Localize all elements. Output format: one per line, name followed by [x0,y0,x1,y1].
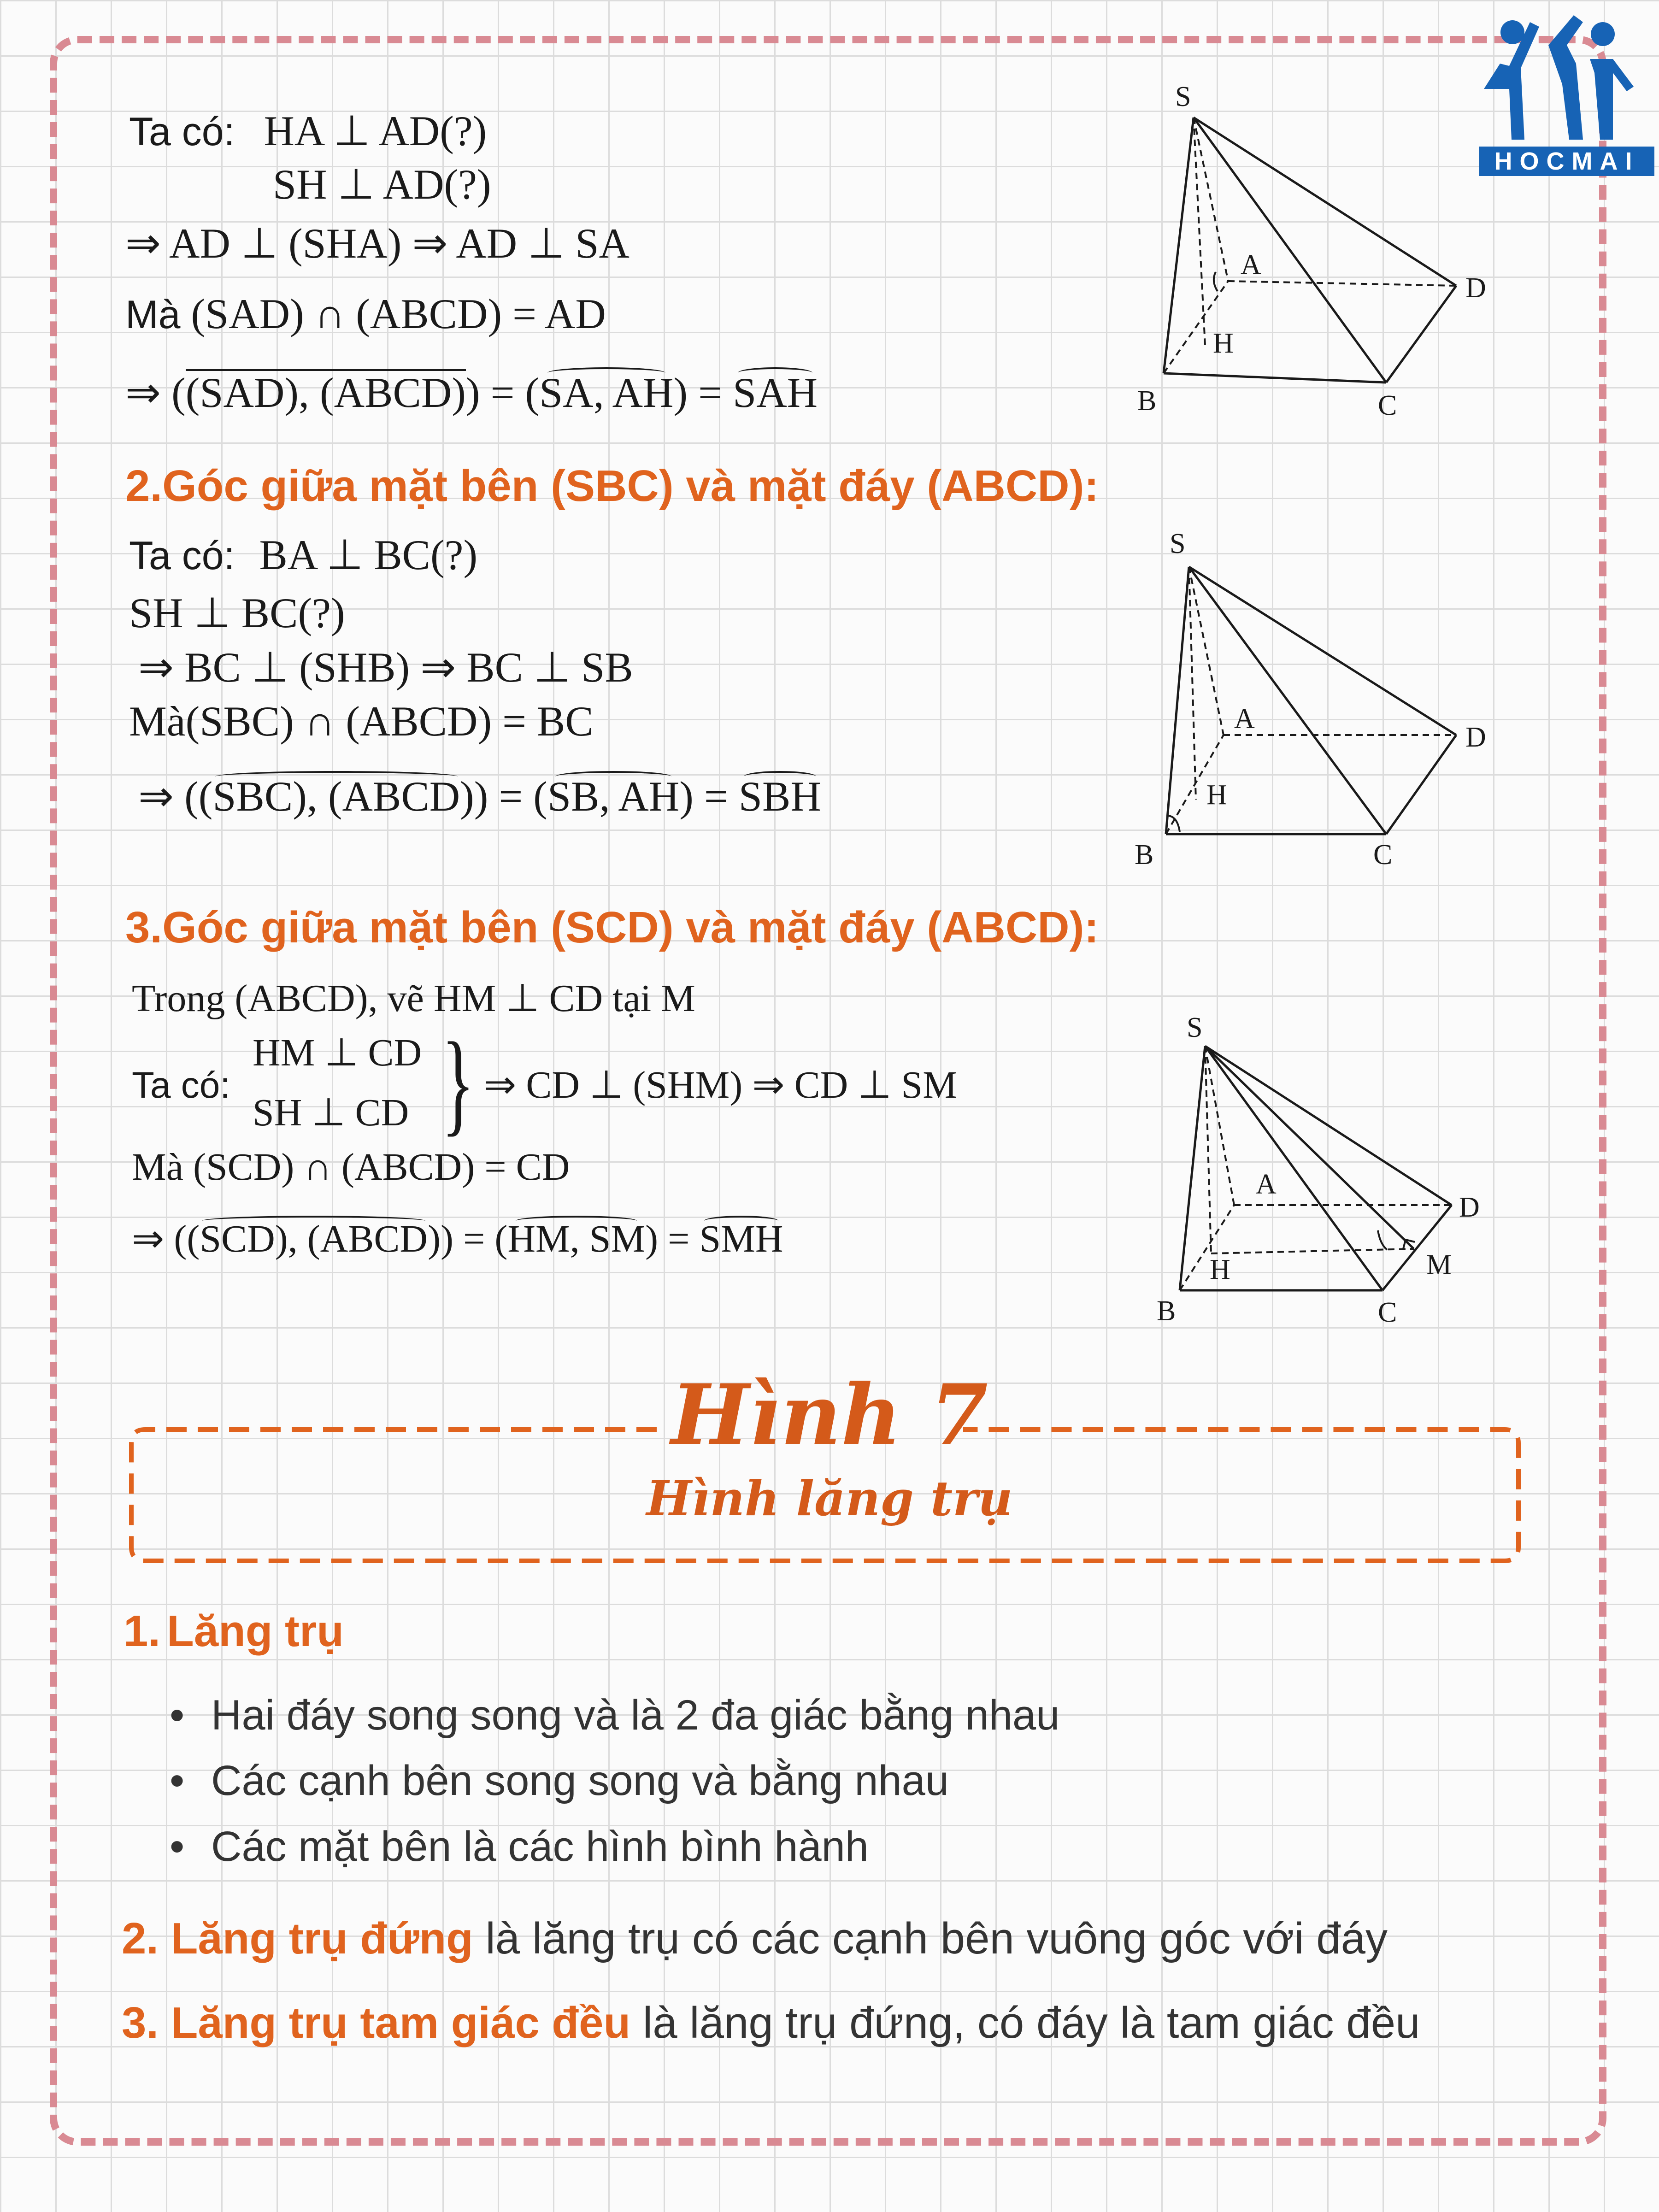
prism-bullet-2: • Các cạnh bên song song và bằng nhau [211,1757,949,1805]
fig1-label-s: S [1175,81,1191,112]
pyramid-figure-2 [1115,516,1493,876]
prism-heading-1: 1. Lăng trụ [124,1606,344,1656]
s1-line5: ⇒ ((SAD), (ABCD)) = (SA, AH) = SAH [125,369,818,416]
s1-line1: Ta có: HA ⊥ AD(?) [129,107,487,154]
pyramid-figure-1 [1115,69,1493,429]
prism-bullet-1: • Hai đáy song song và là 2 đa giác bằng nhau [211,1691,1059,1740]
s2-heading: 2.Góc giữa mặt bên (SBC) và mặt đáy (ABCD): [125,461,1099,511]
fig1-label-c: C [1378,390,1397,421]
fig1-label-b: B [1137,385,1157,417]
hinh7-subtitle: Hình lăng trụ [646,1470,1013,1527]
prism-point-3: 3. Lăng trụ tam giác đều là lăng trụ đứng, có đáy là tam giác đều [122,1998,1420,2047]
fig2-label-s: S [1170,528,1186,559]
s2-line5: ⇒ ((SBC), (ABCD)) = (SB, AH) = SBH [138,773,821,820]
fig3-label-c: C [1378,1297,1397,1328]
s3-line0: Trong (ABCD), vẽ HM ⊥ CD tại M [132,977,695,1020]
s3-line3: ⇒ CD ⊥ (SHM) ⇒ CD ⊥ SM [484,1064,957,1106]
logo-label: HOCMAI [1479,147,1654,176]
fig3-label-s: S [1187,1012,1203,1043]
s3-line2: SH ⊥ CD [253,1091,409,1134]
s2-line2: SH ⊥ BC(?) [129,589,345,636]
fig1-label-a: A [1241,249,1261,281]
s2-line4: Mà(SBC) ∩ (ABCD) = BC [129,698,594,745]
s3-line1: HM ⊥ CD [253,1031,422,1074]
fig3-label-d: D [1459,1192,1480,1223]
s2-line3: ⇒ BC ⊥ (SHB) ⇒ BC ⊥ SB [138,644,633,691]
s3-brace: } [441,1019,475,1147]
fig3-label-a: A [1256,1169,1277,1200]
s1-line3: ⇒ AD ⊥ (SHA) ⇒ AD ⊥ SA [125,220,629,267]
fig2-label-b: B [1135,839,1154,871]
s3-heading: 3.Góc giữa mặt bên (SCD) và mặt đáy (ABCD): [125,903,1099,952]
pyramid-figure-3 [1129,991,1507,1341]
s3-line5: ⇒ ((SCD), (ABCD)) = (HM, SM) = SMH [132,1218,783,1260]
prism-bullet-3: • Các mặt bên là các hình bình hành [211,1823,869,1871]
fig1-label-d: D [1465,272,1486,304]
s3-taco: Ta có: [132,1065,230,1106]
fig2-label-d: D [1465,722,1486,753]
fig3-label-m: M [1426,1249,1452,1281]
fig2-label-h: H [1206,779,1227,811]
s1-line4: Mà (SAD) ∩ (ABCD) = AD [125,290,606,337]
fig3-label-h: H [1210,1254,1230,1285]
fig2-label-a: A [1234,703,1255,735]
s3-line4: Mà (SCD) ∩ (ABCD) = CD [132,1146,570,1188]
fig1-label-h: H [1213,328,1234,359]
s2-line1: Ta có: BA ⊥ BC(?) [129,531,478,578]
fig3-label-b: B [1157,1295,1176,1327]
fig2-label-c: C [1373,839,1393,871]
prism-point-2: 2. Lăng trụ đứng là lăng trụ có các cạnh bên vuông góc với đáy [122,1914,1388,1963]
hinh7-title: Hình 7 [671,1366,988,1464]
s1-line2: SH ⊥ AD(?) [273,161,491,208]
